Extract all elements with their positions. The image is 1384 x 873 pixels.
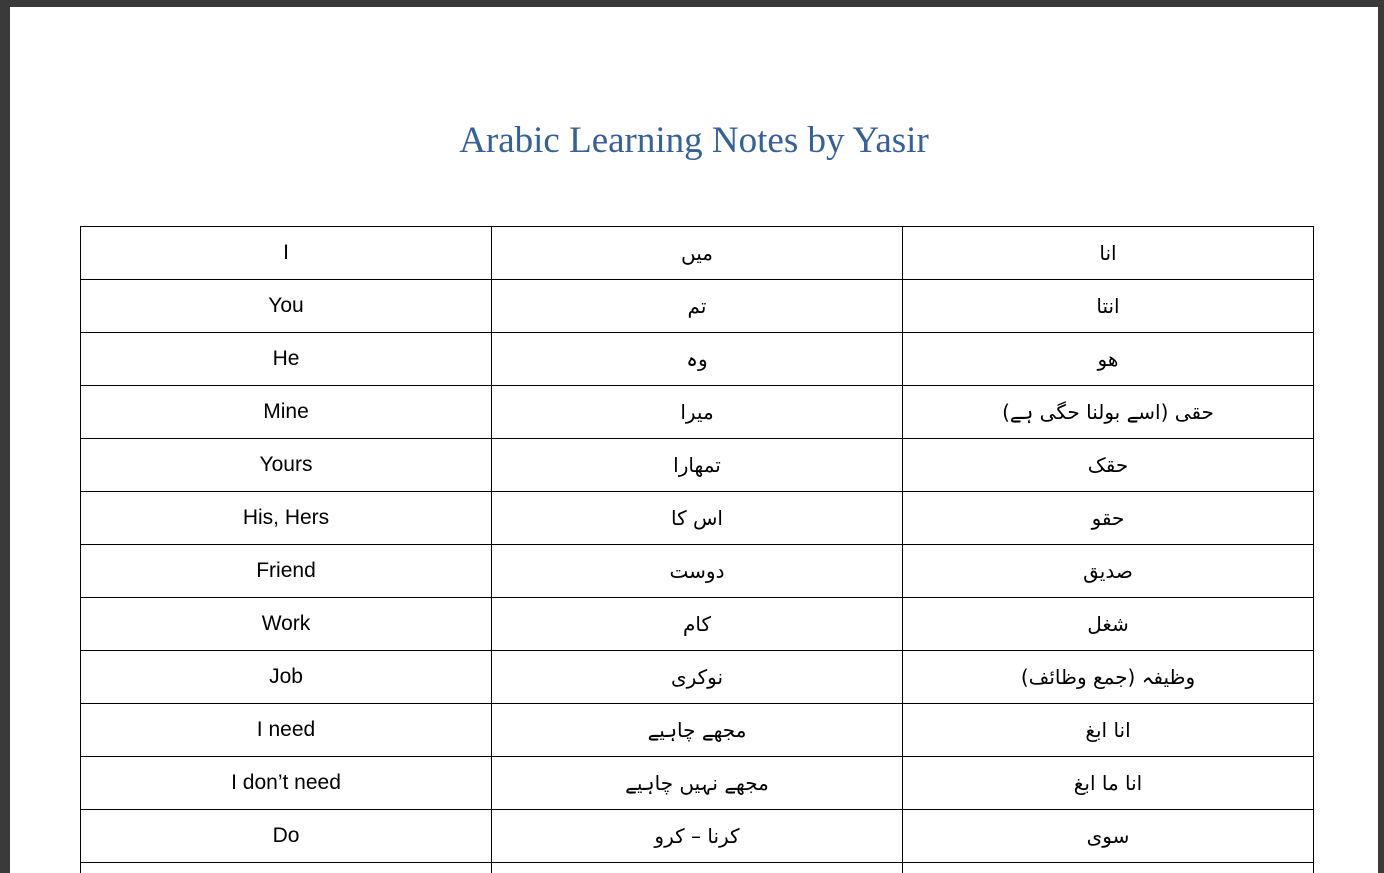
table-row xyxy=(81,863,1314,873)
document-page xyxy=(10,7,1378,873)
urdu-cell: میرا xyxy=(492,386,903,439)
arabic-cell: صدیق xyxy=(903,545,1314,598)
table-row xyxy=(81,810,1314,863)
table-row xyxy=(81,492,1314,545)
viewer-scrollbar[interactable] xyxy=(1378,0,1384,873)
urdu-cell: کام xyxy=(492,598,903,651)
english-cell: His, Hers xyxy=(81,492,492,545)
arabic-cell xyxy=(903,863,1314,873)
arabic-cell: حقی (اسے بولنا حگی ہے) xyxy=(903,386,1314,439)
table-row xyxy=(81,227,1314,280)
english-cell: Friend xyxy=(81,545,492,598)
arabic-cell: شغل xyxy=(903,598,1314,651)
arabic-cell: ھو xyxy=(903,333,1314,386)
table-row xyxy=(81,439,1314,492)
english-cell: Do xyxy=(81,810,492,863)
table-row xyxy=(81,280,1314,333)
arabic-cell: حقک xyxy=(903,439,1314,492)
document-title: Arabic Learning Notes by Yasir xyxy=(459,120,929,161)
urdu-cell: مجھے چاہیے xyxy=(492,704,903,757)
arabic-cell: انا xyxy=(903,227,1314,280)
table-row xyxy=(81,545,1314,598)
urdu-cell: تم xyxy=(492,280,903,333)
arabic-cell: حقو xyxy=(903,492,1314,545)
urdu-cell xyxy=(492,863,903,873)
english-cell: Yours xyxy=(81,439,492,492)
arabic-cell: انتا xyxy=(903,280,1314,333)
english-cell: Work xyxy=(81,598,492,651)
english-cell: Job xyxy=(81,651,492,704)
english-cell: He xyxy=(81,333,492,386)
english-cell: You xyxy=(81,280,492,333)
arabic-cell: سوی xyxy=(903,810,1314,863)
english-cell: I don’t need xyxy=(81,757,492,810)
urdu-cell: اس کا xyxy=(492,492,903,545)
urdu-cell: وہ xyxy=(492,333,903,386)
table-row xyxy=(81,757,1314,810)
english-cell: I xyxy=(81,227,492,280)
arabic-cell: انا ابغ xyxy=(903,704,1314,757)
urdu-cell: تمھارا xyxy=(492,439,903,492)
urdu-cell: دوست xyxy=(492,545,903,598)
urdu-cell: مجھے نہیں چاہیے xyxy=(492,757,903,810)
english-cell: I need xyxy=(81,704,492,757)
urdu-cell: نوکری xyxy=(492,651,903,704)
viewer-top-border xyxy=(0,0,1384,7)
table-row xyxy=(81,651,1314,704)
vocabulary-table xyxy=(80,226,1314,873)
urdu-cell: میں xyxy=(492,227,903,280)
arabic-cell: انا ما ابغ xyxy=(903,757,1314,810)
english-cell: Mine xyxy=(81,386,492,439)
urdu-cell: کرنا – کرو xyxy=(492,810,903,863)
table-row xyxy=(81,333,1314,386)
arabic-cell: وظیفہ (جمع وظائف) xyxy=(903,651,1314,704)
table-row xyxy=(81,598,1314,651)
vocabulary-table-body xyxy=(81,227,1314,873)
english-cell xyxy=(81,863,492,873)
viewer-left-border xyxy=(0,0,10,873)
table-row xyxy=(81,704,1314,757)
table-row xyxy=(81,386,1314,439)
